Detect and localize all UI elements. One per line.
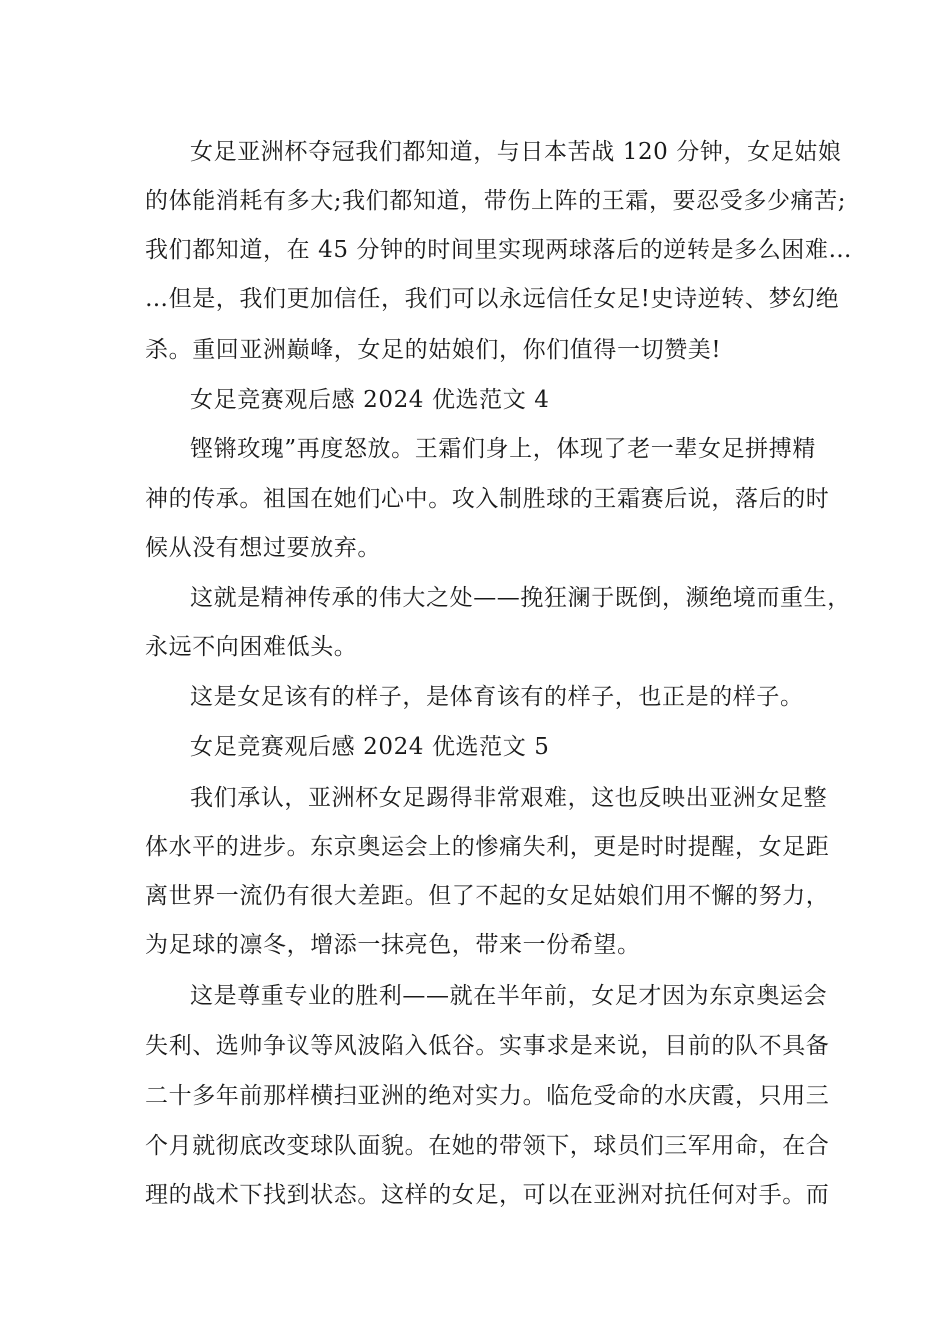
paragraph-line: 体水平的进步。东京奥运会上的惨痛失利，更是时时提醒，女足距 <box>145 834 830 860</box>
paragraph-line: 这是女足该有的样子，是体育该有的样子，也正是的样子。 <box>190 684 804 710</box>
paragraph-line: 理的战术下找到状态。这样的女足，可以在亚洲对抗任何对手。而 <box>145 1182 830 1208</box>
paragraph-line: 的体能消耗有多大;我们都知道，带伤上阵的王霜，要忍受多少痛苦; <box>145 188 847 214</box>
paragraph-line: 候从没有想过要放弃。 <box>145 535 381 561</box>
paragraph-line: 这是尊重专业的胜利——就在半年前，女足才因为东京奥运会 <box>190 983 828 1009</box>
paragraph-line: …但是，我们更加信任，我们可以永远信任女足!史诗逆转、梦幻绝 <box>145 286 840 312</box>
paragraph-line: 我们承认，亚洲杯女足踢得非常艰难，这也反映出亚洲女足整 <box>190 785 828 811</box>
paragraph-line: 个月就彻底改变球队面貌。在她的带领下，球员们三军用命，在合 <box>145 1133 830 1159</box>
paragraph-line: 铿锵玫瑰”再度怒放。王霜们身上，体现了老一辈女足拼搏精 <box>190 436 816 462</box>
paragraph-line: 我们都知道，在 45 分钟的时间里实现两球落后的逆转是多么困难… <box>145 237 853 263</box>
section-heading: 女足竞赛观后感 2024 优选范文 4 <box>190 387 550 413</box>
paragraph-line: 二十多年前那样横扫亚洲的绝对实力。临危受命的水庆霞，只用三 <box>145 1083 830 1109</box>
paragraph-line: 永远不向困难低头。 <box>145 634 358 660</box>
paragraph-line: 这就是精神传承的伟大之处——挽狂澜于既倒，濒绝境而重生， <box>190 585 851 611</box>
paragraph-line: 女足亚洲杯夺冠我们都知道，与日本苦战 120 分钟，女足姑娘 <box>190 139 842 165</box>
paragraph-line: 神的传承。祖国在她们心中。攻入制胜球的王霜赛后说，落后的时 <box>145 486 830 512</box>
paragraph-line: 杀。重回亚洲巅峰，女足的姑娘们，你们值得一切赞美! <box>145 337 722 363</box>
paragraph-line: 离世界一流仍有很大差距。但了不起的女足姑娘们用不懈的努力， <box>145 883 830 909</box>
paragraph-line: 失利、选帅争议等风波陷入低谷。实事求是来说，目前的队不具备 <box>145 1033 830 1059</box>
paragraph-line: 为足球的凛冬，增添一抹亮色，带来一份希望。 <box>145 932 641 958</box>
section-heading: 女足竞赛观后感 2024 优选范文 5 <box>190 734 550 760</box>
